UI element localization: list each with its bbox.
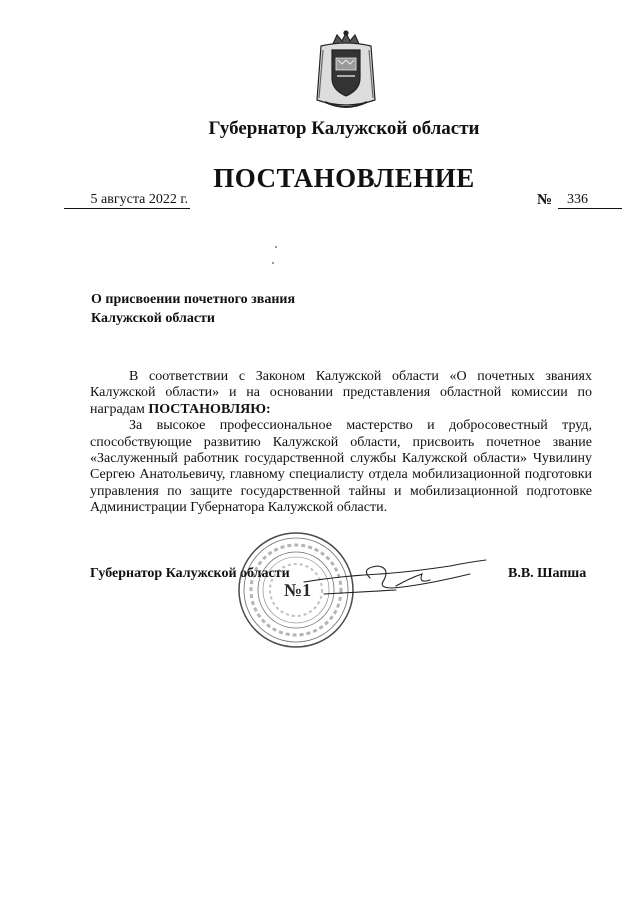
governor-title: Губернатор Калужской области	[208, 118, 480, 139]
document-number-label: №	[537, 192, 553, 208]
body-paragraph-2: За высокое профессиональное мастерство и добросовестный труд, способствующие развитию Калужской области, присвоить почетное звание «Заслуженный работник государственной службы Калужской области» Чувилину Сергею Анатольевичу, главному специалисту отдела мобилизационной подготовки управления по защите государственной тайны и мобилизационной подготовке Администрации Губернатора Калужской области.	[90, 418, 592, 516]
body-paragraph-1-text: В соответствии с Законом Калужской области «О почетных званиях Калужской области» и на основании представления областной комиссии по наградам	[90, 369, 592, 417]
document-number: 336	[558, 192, 622, 209]
decree-word: ПОСТАНОВЛЯЮ:	[148, 401, 271, 417]
signatory-name: В.В. Шапша	[508, 566, 587, 581]
scan-speck	[275, 246, 277, 248]
scan-speck	[272, 262, 274, 264]
handwritten-signature-icon	[300, 548, 490, 608]
document-type-heading: ПОСТАНОВЛЕНИЕ	[213, 163, 475, 193]
subject-line-2: Калужской области	[91, 311, 215, 326]
document-subject	[91, 290, 295, 328]
body-paragraph-1	[90, 369, 592, 418]
document-body	[90, 369, 592, 517]
subject-line-1: О присвоении почетного звания	[91, 292, 296, 307]
document-date: 5 августа 2022 г.	[64, 192, 190, 209]
kaluga-coat-of-arms-icon	[311, 30, 381, 112]
stamp-number-text: №1	[284, 580, 312, 600]
signatory-title: Губернатор Калужской области	[90, 566, 290, 581]
